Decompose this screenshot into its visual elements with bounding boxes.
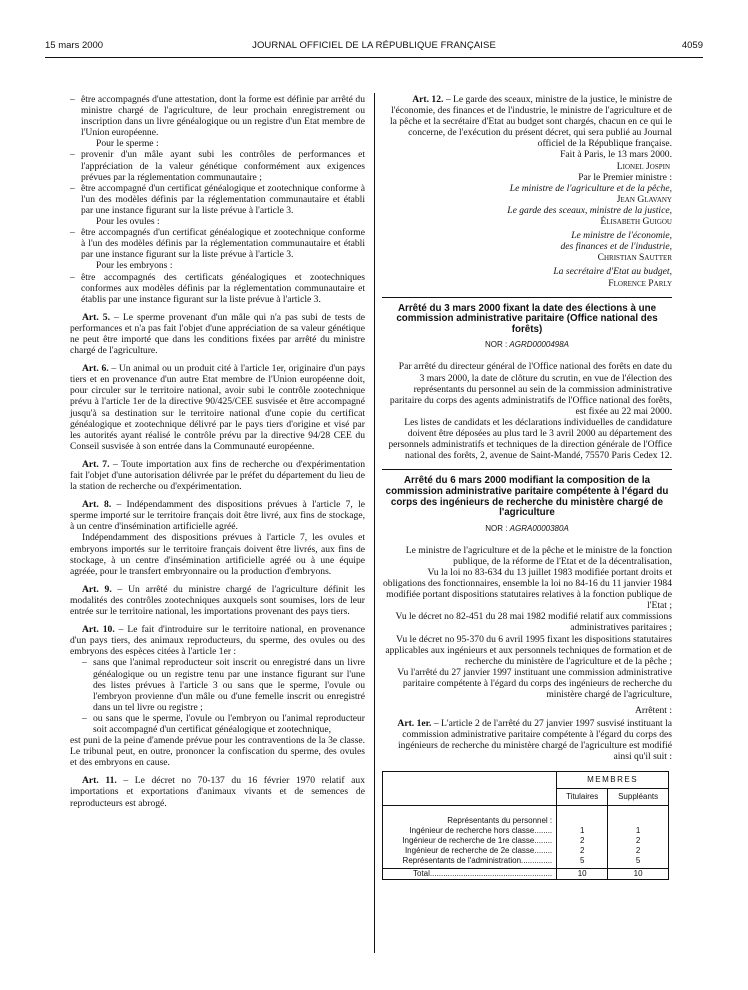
signature-name: Élisabeth Guigou	[600, 216, 672, 228]
table-labels	[383, 805, 557, 868]
column-header-titulaires: Titulaires	[557, 788, 608, 805]
decree-title: Arrêté du 6 mars 2000 modifiant la composition de la commission administrative paritaire compétente à l'égard du corps des ingénieurs de recherche du ministère chargé de l'agriculture	[385, 475, 669, 519]
table-row-label: Représentants de l'administration..............	[402, 855, 553, 865]
list-item: – être accompagnés d'une attestation, dont la forme est définie par arrêté du ministre chargé de l'agriculture, de leur prochain enregistrement ou inscription dans un livre généalogique ou un registre d'un Etat membre de l'Union européenne.	[70, 94, 365, 138]
table-header-row	[383, 771, 669, 788]
suppleants-values	[608, 805, 669, 868]
header-date: 15 mars 2000	[45, 40, 104, 51]
signature-name: Christian Sautter	[597, 252, 672, 264]
article-label: Art. 1er.	[397, 718, 432, 730]
decree-paragraph: Le ministre de l'agriculture et de la pêche et le ministre de la fonction publique, de la réforme de l'Etat et de la décentralisation,	[405, 544, 672, 567]
signature-name: Florence Parly	[608, 277, 672, 289]
article-9: Art. 9. – Un arrêté du ministre chargé de l'agriculture définit les modalités des contrôles zootechniques auxquels sont soumises, lors de leur entrée sur le territoire national, les importations provenant des pays tiers.	[70, 583, 366, 618]
list-item: – ou sans que le sperme, l'ovule ou l'embryon ou l'animal reproducteur soit accompagné d'un certificat généalogique et zootechnique,	[82, 713, 365, 735]
nor-reference: NOR : AGRA0000380A	[485, 523, 569, 533]
article-label: Art. 12.	[412, 94, 444, 105]
total-label: Total.......................................................	[383, 868, 557, 879]
article-5: Art. 5. – Le sperme provenant d'un mâle qui n'a pas subi de tests de performances et n'a pas fait l'objet d'une appréciation de sa valeur génétique ne peut être importé que dans les conditions fixées par arrêté du ministre chargé de l'agriculture.	[70, 311, 365, 357]
table-cell: 2	[579, 845, 585, 855]
dash-list	[70, 272, 365, 305]
subheading-ovules: Pour les ovules :	[96, 216, 160, 228]
decree-title: Arrêté du 3 mars 2000 fixant la date des élections à une commission administrative paritaire (Office national des forêts)	[396, 302, 658, 335]
right-column	[382, 94, 672, 880]
decree-paragraph: Par arrêté du directeur général de l'Office national des forêts en date du 3 mars 2000, la date de clôture du scrutin, en vue de l'élection des représentants du personnel au sein de la commission administrative paritaire du corps des agents administratifs de l'Office national des forêts, est fixée au 22 mai 2000.	[389, 361, 672, 417]
total-titulaires: 10	[557, 868, 608, 879]
dash-list	[82, 657, 365, 735]
article-10: Art. 10. – Le fait d'introduire sur le territoire national, en provenance d'un pays tiers, des animaux reproducteurs, du sperme, des ovules ou des embryons des espèces citées à l'article 1er :	[70, 624, 365, 658]
list-item: – être accompagnés des certificats généalogiques et zootechniques conformes aux modèles définis par la réglementation communautaire et établis par une instance figurant sur la liste prévue à l'article 3.	[70, 272, 365, 305]
article-8: Art. 8. – Indépendamment des dispositions prévues à l'article 7, le sperme importé sur le territoire français doit être livré, aux fins de stockage, à un centre d'insémination artificielle agréé.	[70, 499, 365, 533]
signature-intro: Par le Premier ministre :	[578, 171, 672, 183]
column-header-suppleants: Suppléants	[608, 788, 669, 805]
signature-title: La secrétaire d'Etat au budget,	[553, 266, 672, 278]
total-suppleants: 10	[608, 868, 669, 879]
article-12: Art. 12. – Le garde des sceaux, ministre de la justice, le ministre de l'économie, des finances et de l'industrie, le ministre de l'agriculture et de la pêche et la secrétaire d'Etat au budget sont chargés, chacun en ce qui le concerne, de l'exécution du présent décret, qui sera publié au Journal officiel de la République française.	[389, 94, 672, 150]
left-column	[70, 94, 365, 809]
signature-name: Jean Glavany	[616, 193, 672, 205]
dash-list	[70, 149, 365, 216]
table-row-label: Ingénieur de recherche de 1re classe........	[402, 835, 553, 845]
decree-paragraph: Les listes de candidats et les déclarations individuelles de candidature doivent être déposées au plus tard le 3 avril 2000 au département des personnels administratifs et techniques de la direction générale de l'Office national des forêts, 2, avenue de Saint-Mandé, 75570 Paris Cedex 12.	[388, 416, 672, 462]
article-1: Art. 1er. – L'article 2 de l'arrêté du 27 janvier 1997 susvisé instituant la commission administrative paritaire compétente à l'égard du corps des ingénieurs de recherche du ministère chargé de l'agriculture est modifié ainsi qu'il suit :	[397, 718, 672, 763]
decree-paragraph: Vu le décret no 82-451 du 28 mai 1982 modifié relatif aux commissions administratives paritaires ;	[395, 611, 672, 634]
table-cell: 5	[579, 855, 585, 865]
table-row-label: Ingénieur de recherche hors classe........	[409, 825, 553, 835]
column-divider	[374, 93, 375, 953]
table-cell: 1	[635, 825, 641, 835]
titulaires-values	[557, 805, 608, 868]
article-label: Art. 10.	[82, 624, 115, 636]
article-6: Art. 6. – Un animal ou un produit cité à l'article 1er, originaire d'un pays tiers et en provenance d'un autre Etat membre de l'Union européenne doit, pour circuler sur le territoire national, avoir subi le contrôle zootechnique prévu à l'article 1er de la directive 90/425/CEE susvisée et être accompagné jusqu'à sa destination sur le territoire national d'une copie du certificat généalogique et zootechnique délivré par le pays tiers d'origine et visé par les autorités ayant réalisé le contrôle prévu par la directive 94/28 CEE du Conseil susvisée à son entrée dans la Communauté européenne.	[70, 363, 366, 452]
article-label: Art. 8.	[82, 499, 112, 511]
dash-list	[70, 94, 365, 138]
decree-paragraph: Vu la loi no 83-634 du 13 juillet 1983 modifiée portant droits et obligations des fonctionnaires, ensemble la loi no 84-16 du 11 janvier 1984 modifiée portant dispositions statutaires relatives à la fonction publique de l'Etat ;	[383, 566, 672, 612]
article-label: Art. 7.	[82, 458, 110, 470]
article-label: Art. 6.	[82, 363, 109, 375]
header-page-number: 4059	[681, 40, 703, 51]
table-cell: 2	[635, 845, 641, 855]
table-corner-cell	[383, 771, 557, 805]
signature-prime-minister: Lionel Jospin	[616, 160, 670, 172]
dash-list	[70, 227, 365, 260]
section-divider	[382, 297, 672, 298]
signature-title: Le ministre de l'économie,	[571, 230, 672, 242]
article-10-paragraph: est puni de la peine d'amende prévue pour les contraventions de la 3e classe. Le tribunal peut, en outre, prononcer la confiscation du sperme, des ovules et des embryons en cause.	[70, 735, 365, 769]
table-body	[383, 805, 669, 868]
page-header	[45, 40, 703, 54]
article-label: Art. 11.	[82, 775, 117, 787]
table-cell: 1	[579, 825, 585, 835]
subheading-sperme: Pour le sperme :	[96, 138, 159, 150]
article-7: Art. 7. – Toute importation aux fins de recherche ou d'expérimentation fait l'objet d'une autorisation délivrée par le préfet du département du lieu de la station de recherche ou d'expérimentation.	[70, 458, 365, 493]
table-cell: 5	[635, 855, 641, 865]
header-rule	[45, 57, 703, 58]
article-11: Art. 11. – Le décret no 70-137 du 16 février 1970 relatif aux importations et exportations d'animaux vivants et de semences de reproducteurs est abrogé.	[70, 775, 365, 809]
article-label: Art. 5.	[82, 311, 110, 323]
article-8-paragraph: Indépendamment des dispositions prévues à l'article 7, les ovules et embryons importés sur le territoire français doivent être livrés, aux fins de stockage, à un centre d'insémination artificielle agréé ou à une équipe agréée, pour le transfert embryonnaire ou la production d'embryons.	[70, 532, 365, 577]
list-item: – sans que l'animal reproducteur soit inscrit ou enregistré dans un livre généalogique ou un registre tenu par une instance figurant sur l'une des listes prévues à l'article 3 ou sans que le sperme, l'ovule ou l'embryon provienne d'un mâle ou d'une femelle inscrit ou enregistré dans un tel livre ou registre ;	[82, 657, 365, 712]
table-row-label: Ingénieur de recherche de 2e classe........	[404, 845, 553, 855]
table-cell: 2	[579, 835, 585, 845]
section-divider	[382, 469, 672, 470]
table-cell: 2	[635, 835, 641, 845]
nor-reference: NOR : AGRD0000498A	[484, 340, 570, 350]
table-total-row	[383, 868, 669, 879]
signature-date: Fait à Paris, le 13 mars 2000.	[560, 149, 672, 161]
header-title: JOURNAL OFFICIEL DE LA RÉPUBLIQUE FRANÇAISE	[252, 40, 496, 51]
decree-paragraph: Vu le décret no 95-370 du 6 avril 1995 fixant les dispositions statutaires applicables aux ingénieurs et aux personnels techniques de formation et de recherche du ministère de l'agriculture et de la pêche ;	[385, 633, 672, 667]
list-item: – provenir d'un mâle ayant subi les contrôles de performances et l'appréciation de la valeur génétique conformément aux exigences prévues par la réglementation communautaire ;	[70, 149, 365, 182]
signature-title: Le garde des sceaux, ministre de la justice,	[507, 204, 672, 216]
members-table	[382, 771, 669, 880]
arretent: Arrêtent :	[634, 705, 672, 717]
table-head: MEMBRES	[557, 771, 669, 788]
article-label: Art. 9.	[82, 583, 112, 595]
subheading-embryons: Pour les embryons :	[96, 260, 173, 272]
signature-title: des finances et de l'industrie,	[560, 241, 672, 253]
list-item: – être accompagné d'un certificat généalogique et zootechnique conforme à l'un des modèles définis par la réglementation communautaire et établi par une instance figurant sur la liste prévue à l'article 3.	[70, 183, 365, 216]
list-item: – être accompagnés d'un certificat généalogique et zootechnique conforme à l'un des modèles définis par la réglementation communautaire et établi par une instance figurant sur la liste prévue à l'article 3.	[70, 227, 365, 260]
decree-paragraph: Vu l'arrêté du 27 janvier 1997 instituant une commission administrative paritaire compétente à l'égard du corps des ingénieurs de recherche du ministère chargé de l'agriculture,	[397, 666, 672, 700]
signature-title: Le ministre de l'agriculture et de la pêche,	[509, 182, 672, 194]
group-label: Représentants du personnel :	[447, 815, 553, 825]
